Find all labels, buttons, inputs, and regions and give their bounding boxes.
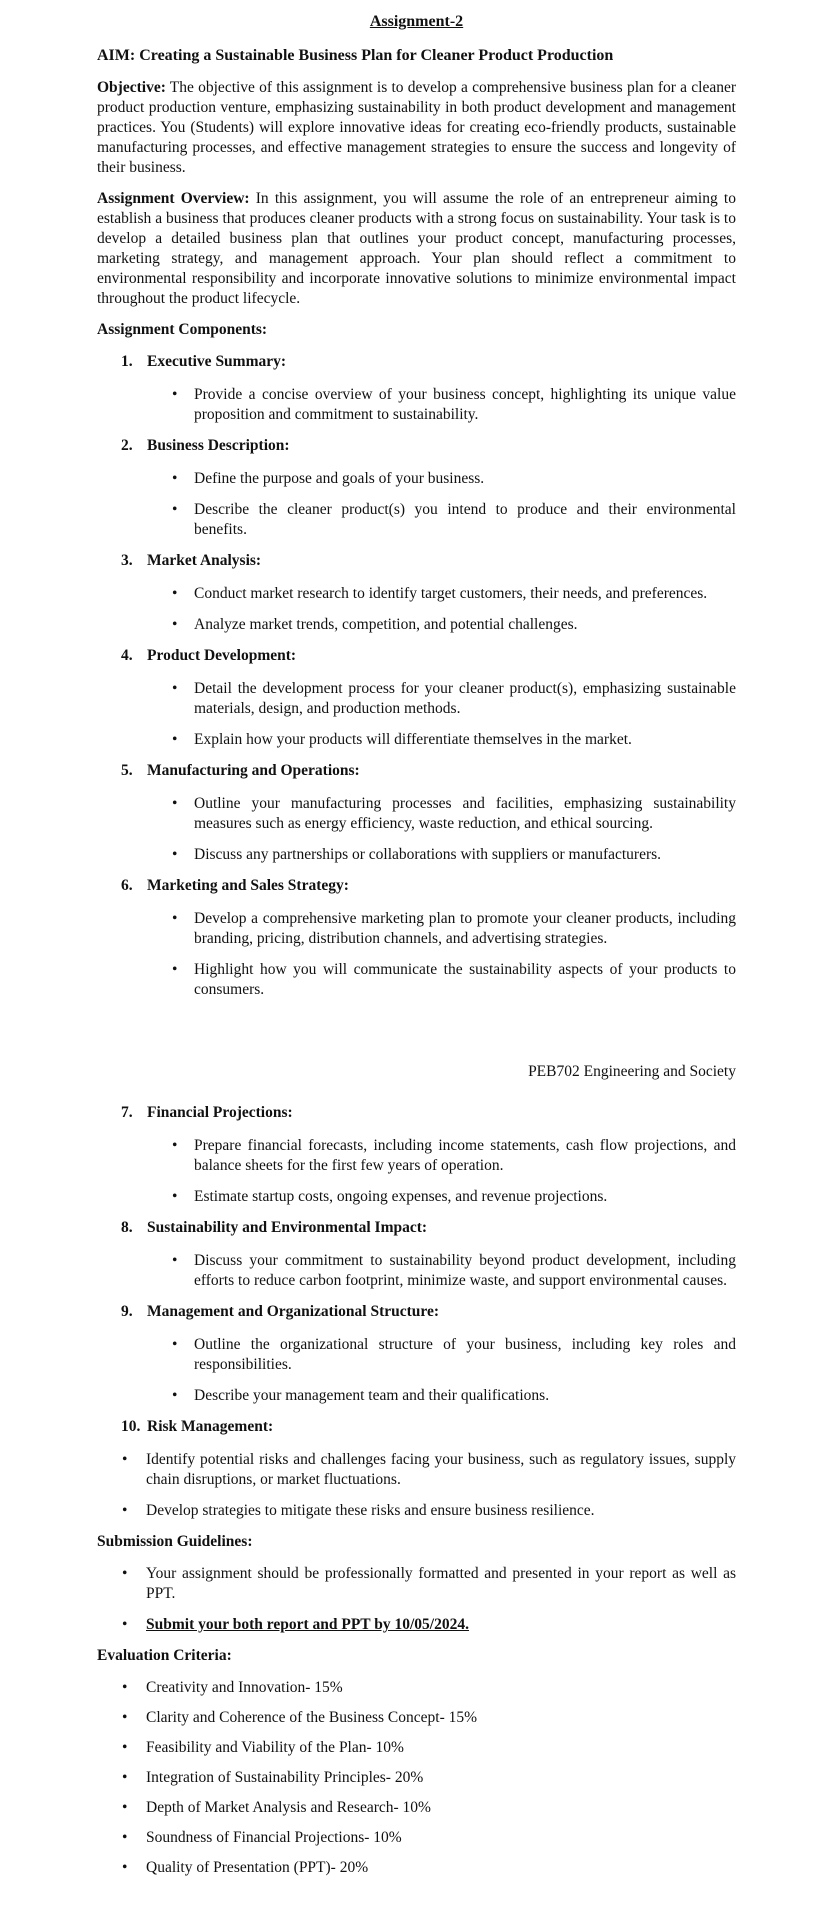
section-title-text: Business Description:	[147, 437, 290, 454]
criteria-item: • Clarity and Coherence of the Business Concept- 15%	[97, 1708, 736, 1728]
bullet-item: • Highlight how you will communicate the sustainability aspects of your products to consumers.	[97, 960, 736, 1000]
sections-part2	[97, 1103, 736, 1406]
section-number: 4.	[121, 647, 133, 664]
section-title-text: Marketing and Sales Strategy:	[147, 877, 349, 894]
section-management-and-organizational-structure	[97, 1302, 736, 1406]
bullet-item: • Your assignment should be professionally formatted and presented in your report as well as PPT.	[97, 1564, 736, 1604]
section-title-text: Risk Management:	[147, 1418, 274, 1435]
section-title-text: Product Development:	[147, 647, 297, 664]
bullet-item	[97, 1615, 736, 1635]
section-bullets	[97, 1251, 736, 1291]
page-header: PEB702 Engineering and Society	[528, 1063, 736, 1080]
section-sustainability-and-environmental-impact	[97, 1218, 736, 1291]
section-title-text: Market Analysis:	[147, 552, 262, 569]
section-number: 3.	[121, 552, 133, 569]
bullet-item: • Prepare financial forecasts, including income statements, cash flow projections, and balance sheets for the first few years of operation.	[97, 1136, 736, 1176]
bullet-item: • Develop a comprehensive marketing plan to promote your cleaner products, including branding, pricing, distribution channels, and advertising strategies.	[97, 909, 736, 949]
components-heading: Assignment Components:	[97, 321, 268, 338]
bullet-item: • Develop strategies to mitigate these risks and ensure business resilience.	[97, 1501, 736, 1521]
section-bullets	[97, 584, 736, 635]
section-title	[97, 436, 736, 456]
section-number: 10.	[121, 1418, 141, 1435]
submission-bullets	[97, 1564, 736, 1635]
sections-part1	[97, 352, 736, 1000]
bullet-item: • Discuss your commitment to sustainability beyond product development, including efforts to reduce carbon footprint, minimize waste, and support environmental causes.	[97, 1251, 736, 1291]
criteria-item: • Soundness of Financial Projections- 10%	[97, 1828, 736, 1848]
section-bullets	[97, 1136, 736, 1207]
section-bullets	[97, 909, 736, 1000]
section-bullets	[97, 1335, 736, 1406]
section-manufacturing-and-operations	[97, 761, 736, 865]
section-title-text: Sustainability and Environmental Impact:	[147, 1219, 428, 1236]
section-financial-projections	[97, 1103, 736, 1207]
section-title	[97, 761, 736, 781]
bullet-item: • Estimate startup costs, ongoing expenses, and revenue projections.	[97, 1187, 736, 1207]
evaluation-criteria-list	[97, 1678, 736, 1878]
section-number: 9.	[121, 1303, 133, 1320]
section-bullets	[97, 679, 736, 750]
evaluation-heading: Evaluation Criteria:	[97, 1647, 232, 1664]
aim-statement: AIM: Creating a Sustainable Business Plan for Cleaner Product Production	[97, 47, 614, 64]
bullet-item: • Detail the development process for your cleaner product(s), emphasizing sustainable materials, design, and production methods.	[97, 679, 736, 719]
section-number: 1.	[121, 353, 133, 370]
criteria-item: • Feasibility and Viability of the Plan- 10%	[97, 1738, 736, 1758]
criteria-item: • Quality of Presentation (PPT)- 20%	[97, 1858, 736, 1878]
section-bullets	[97, 794, 736, 865]
section-bullets	[97, 469, 736, 540]
overview-text: In this assignment, you will assume the role of an entrepreneur aiming to establish a business that produces cleaner products with a strong focus on sustainability. Your task is to develop a detailed business plan that outlines your product concept, manufacturing processes, marketing strategy, and management approach. Your plan should reflect a commitment to environmental responsibility and incorporate innovative solutions to minimize environmental impact throughout the product lifecycle.	[97, 190, 736, 307]
criteria-item: • Depth of Market Analysis and Research- 10%	[97, 1798, 736, 1818]
section-title-text: Executive Summary:	[147, 353, 287, 370]
objective-paragraph	[97, 78, 736, 178]
bullet-item: • Define the purpose and goals of your business.	[97, 469, 736, 489]
objective-text: The objective of this assignment is to develop a comprehensive business plan for a cleaner product production venture, emphasizing sustainability in both product development and management practices. You (Students) will explore innovative ideas for creating eco-friendly products, sustainable manufacturing processes, and effective management strategies to ensure the success and longevity of their business.	[97, 79, 736, 176]
overview-label: Assignment Overview:	[97, 190, 250, 207]
submission-heading: Submission Guidelines:	[97, 1533, 253, 1550]
bullet-item: • Provide a concise overview of your business concept, highlighting its unique value proposition and commitment to sustainability.	[97, 385, 736, 425]
section-title-text: Financial Projections:	[147, 1104, 293, 1121]
section-title	[97, 1417, 736, 1437]
section-title	[97, 876, 736, 896]
objective-label: Objective:	[97, 79, 166, 96]
bullet-item: • Describe the cleaner product(s) you intend to produce and their environmental benefits.	[97, 500, 736, 540]
section-product-development	[97, 646, 736, 750]
section-business-description	[97, 436, 736, 540]
section-number: 6.	[121, 877, 133, 894]
section-title	[97, 1302, 736, 1322]
criteria-item: • Creativity and Innovation- 15%	[97, 1678, 736, 1698]
risk-bullets	[97, 1450, 736, 1521]
section-number: 7.	[121, 1104, 133, 1121]
bullet-item: • Outline the organizational structure of your business, including key roles and responsibilities.	[97, 1335, 736, 1375]
section-executive-summary	[97, 352, 736, 425]
bullet-item: • Identify potential risks and challenges facing your business, such as regulatory issues, supply chain disruptions, or market fluctuations.	[97, 1450, 736, 1490]
section-risk-management	[97, 1417, 736, 1521]
bullet-item: • Outline your manufacturing processes and facilities, emphasizing sustainability measures such as energy efficiency, waste reduction, and ethical sourcing.	[97, 794, 736, 834]
section-market-analysis	[97, 551, 736, 635]
section-title-text: Manufacturing and Operations:	[147, 762, 360, 779]
bullet-item: • Discuss any partnerships or collaborations with suppliers or manufacturers.	[97, 845, 736, 865]
section-title	[97, 1103, 736, 1123]
section-title	[97, 352, 736, 372]
section-title-text: Management and Organizational Structure:	[147, 1303, 440, 1320]
section-title	[97, 1218, 736, 1238]
submission-deadline: Submit your both report and PPT by 10/05/2024.	[146, 1616, 469, 1633]
bullet-item: • Conduct market research to identify target customers, their needs, and preferences.	[97, 584, 736, 604]
section-number: 5.	[121, 762, 133, 779]
criteria-item: • Integration of Sustainability Principles- 20%	[97, 1768, 736, 1788]
section-title	[97, 551, 736, 571]
bullet-item: • Explain how your products will differentiate themselves in the market.	[97, 730, 736, 750]
section-marketing-and-sales-strategy	[97, 876, 736, 1000]
assignment-title: Assignment-2	[369, 13, 464, 30]
section-number: 8.	[121, 1219, 133, 1236]
section-number: 2.	[121, 437, 133, 454]
overview-paragraph	[97, 189, 736, 309]
bullet-item: • Describe your management team and their qualifications.	[97, 1386, 736, 1406]
section-bullets	[97, 385, 736, 425]
section-title	[97, 646, 736, 666]
bullet-item: • Analyze market trends, competition, and potential challenges.	[97, 615, 736, 635]
